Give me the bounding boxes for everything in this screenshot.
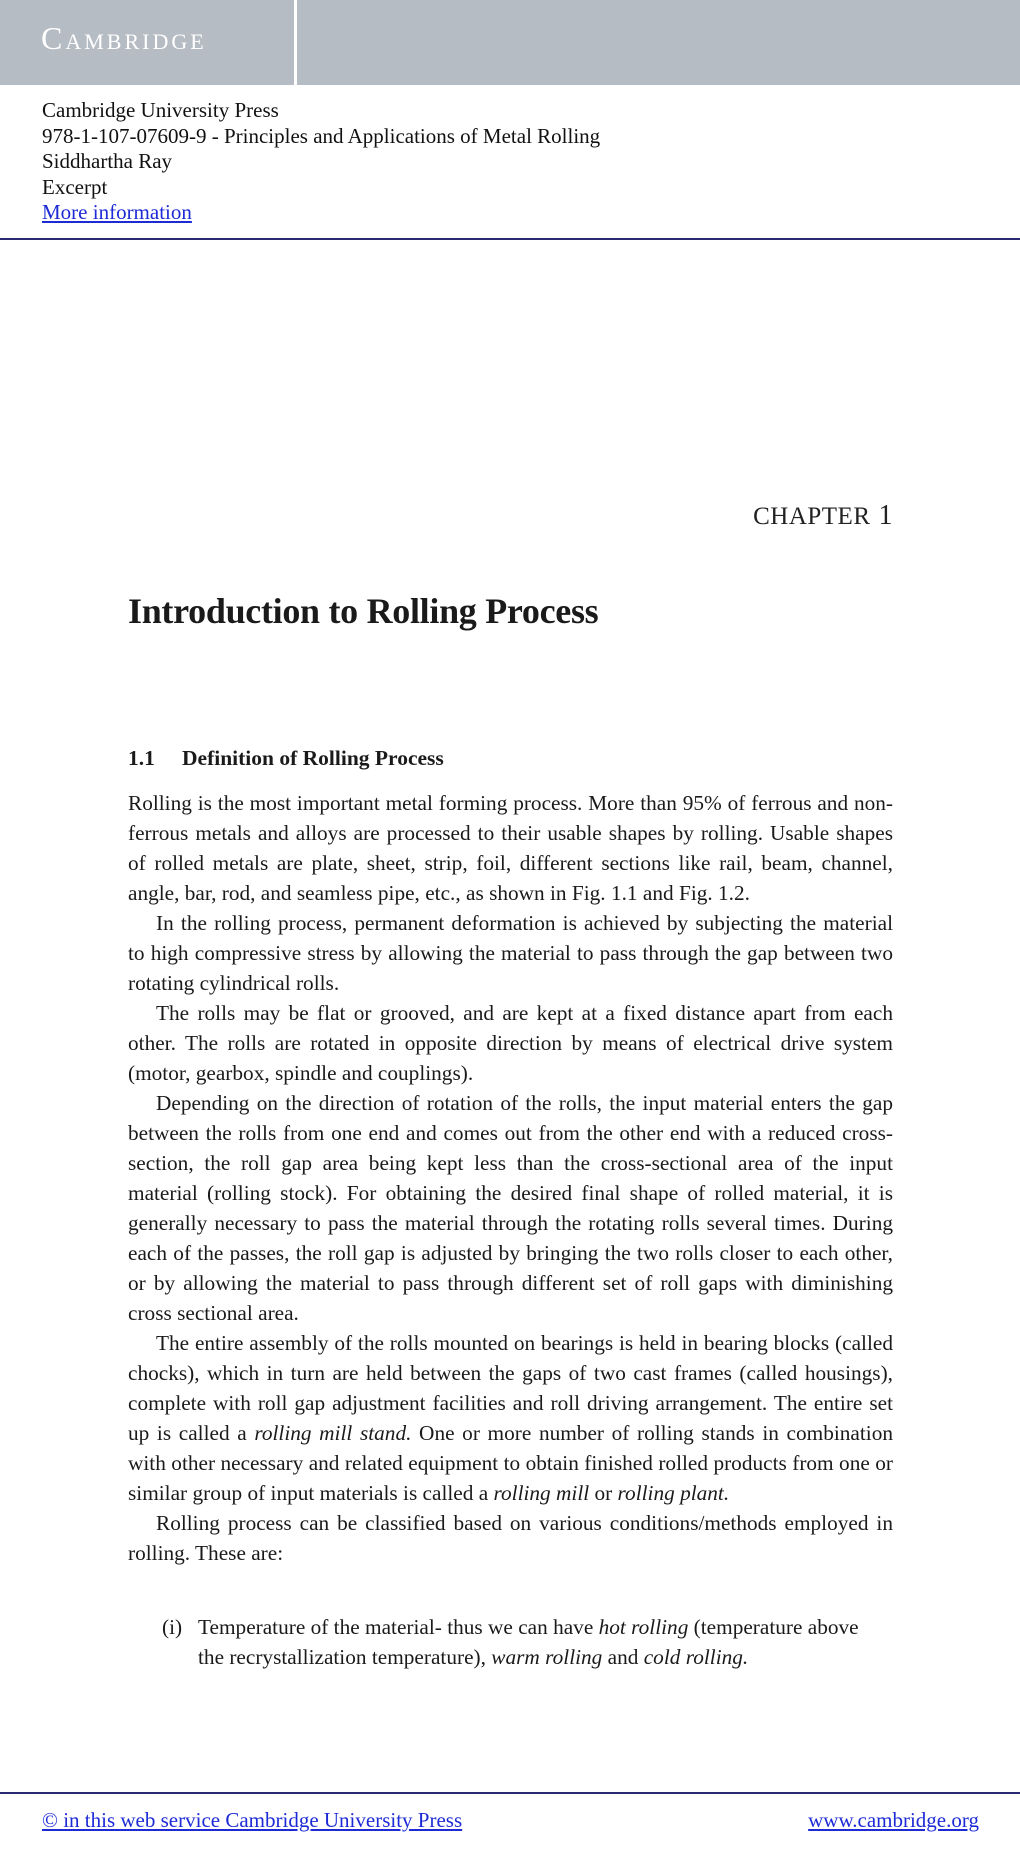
- list-item-number: (i): [162, 1615, 183, 1639]
- paragraph-1: Rolling is the most important metal forming process. More than 95% of ferrous and non-ferrous metals and alloys are processed to their usable shapes by rolling. Usable shapes of rolled metals are plate, sheet, strip, foil, different sections like rail, beam, channel, angle, bar, rod, and seamless pipe, etc., as shown in Fig. 1.1 and Fig. 1.2.: [128, 791, 893, 905]
- paragraph-3: The rolls may be flat or grooved, and are kept at a fixed distance apart from each other. The rolls are rotated in opposite direction by means of electrical drive system (motor, gearbox, spindle and couplings).: [128, 1001, 893, 1085]
- section-title: Definition of Rolling Process: [182, 746, 444, 770]
- header-divider: [0, 238, 1020, 240]
- list-item-part-a: Temperature of the material- thus we can have: [198, 1615, 599, 1639]
- logo-box: [0, 0, 297, 85]
- copyright-link[interactable]: © in this web service Cambridge University Press: [42, 1808, 463, 1832]
- book-info: [42, 98, 600, 226]
- term-rolling-mill: rolling mill: [493, 1481, 590, 1505]
- excerpt-label: Excerpt: [42, 174, 108, 199]
- term-rolling-plant: rolling plant.: [617, 1481, 730, 1505]
- author-name: Siddhartha Ray: [42, 149, 173, 173]
- term-cold-rolling: cold rolling.: [643, 1645, 749, 1669]
- publisher-name: Cambridge University Press: [42, 98, 279, 122]
- list-item-part-c: and: [602, 1645, 644, 1669]
- paragraph-4: Depending on the direction of rotation of the rolls, the input material enters the gap between the rolls from one end and comes out from the other end with a reduced cross-section, the roll gap area being kept less than the cross-sectional area of the input material (rolling stock). For obtaining the desired final shape of rolled material, it is generally necessary to pass the material through the rotating rolls several times. During each of the passes, the roll gap is adjusted by bringing the two rolls closer to each other, or by allowing the material to pass through different set of roll gaps with diminishing cross sectional area.: [128, 1091, 893, 1325]
- website-link[interactable]: www.cambridge.org: [808, 1808, 979, 1832]
- section-number: 1.1: [128, 746, 155, 770]
- section-heading: [128, 746, 444, 771]
- chapter-number: 1: [878, 500, 893, 531]
- classification-list: [162, 1612, 862, 1672]
- paragraph-5-part-c: or: [589, 1481, 618, 1505]
- footer-divider: [0, 1792, 1020, 1794]
- isbn-title: 978-1-107-07609-9 - Principles and Applications of Metal Rolling: [42, 123, 601, 148]
- term-hot-rolling: hot rolling: [598, 1615, 689, 1639]
- term-warm-rolling: warm rolling: [491, 1645, 603, 1669]
- list-item-part-b: (temperature above the recrystallization temperature),: [198, 1615, 859, 1669]
- chapter-label: [753, 500, 893, 532]
- header-banner: [0, 0, 1020, 85]
- list-item: [198, 1612, 862, 1672]
- more-information-link[interactable]: More information: [42, 200, 192, 224]
- paragraph-6: Rolling process can be classified based on various conditions/methods employed in rolling. These are:: [128, 1511, 893, 1565]
- cambridge-logo[interactable]: Cambridge: [41, 20, 207, 56]
- paragraph-2: In the rolling process, permanent deformation is achieved by subjecting the material to high compressive stress by allowing the material to pass through the gap between two rotating cylindrical rolls.: [128, 911, 893, 995]
- body-text: [128, 788, 893, 1568]
- paragraph-5: [128, 1328, 893, 1508]
- chapter-word: CHAPTER: [753, 503, 871, 530]
- paragraph-5-part-b: One or more number of rolling stands in combination with other necessary and related equipment to obtain finished rolled products from one or similar group of input materials is called a: [128, 1421, 893, 1505]
- term-rolling-mill-stand: rolling mill stand.: [254, 1421, 412, 1445]
- paragraph-5-part-a: The entire assembly of the rolls mounted on bearings is held in bearing blocks (called chocks), which in turn are held between the gaps of two cast frames (called housings), complete with roll gap adjustment facilities and roll driving arrangement. The entire set up is called a: [128, 1331, 893, 1445]
- chapter-title: Introduction to Rolling Process: [128, 591, 599, 631]
